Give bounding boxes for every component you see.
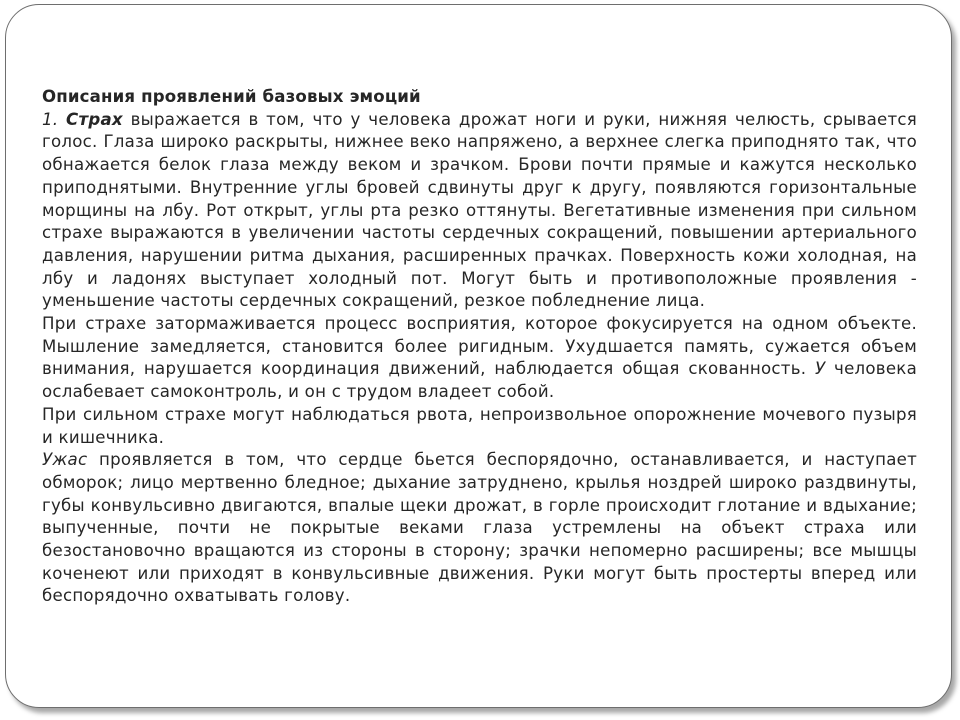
slide-heading: Описания проявлений базовых эмоций — [42, 87, 421, 106]
paragraph-fear-cognition-end: человека ослабевает самоконтроль, и он с трудом владеет собой. — [42, 359, 917, 402]
paragraph-fear-text: выражается в том, что у человека дрожат ноги и руки, нижняя челюсть, срывается голос. Глаза широко раскрыты, нижнее веко напряжено, а верхнее слегка приподнято так, что обнажается белок глаза между веком и зрачком. Брови почти прямые и кажутся несколько приподнятыми. Внутренние углы бровей сдвинуты друг к другу, появляются горизонтальные морщины на лбу. Рот открыт, углы рта резко оттянуты. Вегетативные изменения при сильном страхе выражаются в увеличении частоты сердечных сокращений, повышении артериального давления, нарушении ритма дыхания, расширенных прачках. Поверхность кожи холодная, на лбу и ладонях выступает холодный пот. Могут быть и противоположные проявления - уменьшение частоты сердечных сокращений, резкое побледнение лица. — [42, 109, 918, 311]
paragraph-fear-cognition-text: При страхе затормаживается процесс восприятия, которое фокусируется на одном объекте. Мышление замедляется, становится более ригидным. Ухудшается память, сужается объем внимания, нарушается координация движений, наблюдается общая скованность. — [42, 314, 917, 379]
italic-letter: У — [814, 359, 826, 379]
term-fear: Страх — [66, 109, 123, 129]
term-horror: Ужас — [42, 450, 88, 470]
paragraph-fear-cognition — [42, 313, 917, 404]
paragraph-horror — [42, 449, 917, 608]
paragraph-horror-text: проявляется в том, что сердце бьется беспорядочно, останавливается, и наступает обморок; лицо мертвенно бледное; дыхание затруднено, крылья ноздрей широко раздвинуты, губы конвульсивно двигаются, впалые щеки дрожат, в горле происходит глотание и вдыхание; выпученные, почти не покрытые веками глаза устремлены на объект страха или безостановочно вращаются из стороны в сторону; зрачки непомерно расширены; все мышцы коченеют или приходят в конвульсивные движения. Руки могут быть простерты вперед или беспорядочно охватывать голову. — [42, 450, 917, 606]
list-number: 1. — [42, 109, 59, 129]
paragraph-strong-fear: При сильном страхе могут наблюдаться рвота, непроизвольное опорожнение мочевого пузыря и кишечника. — [42, 404, 917, 447]
slide-body — [42, 86, 917, 608]
paragraph-fear — [42, 109, 917, 313]
